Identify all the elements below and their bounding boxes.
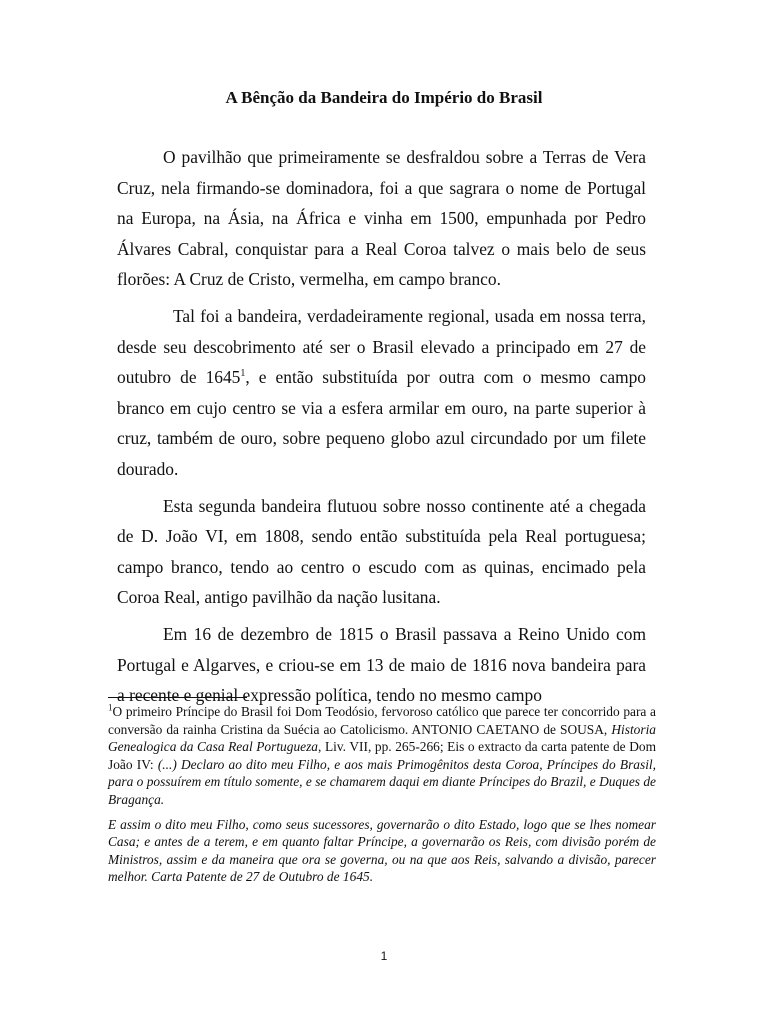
footnote-mark: 1 [108,702,113,713]
document-title: A Bênção da Bandeira do Império do Brasil [225,88,543,107]
footnote-reference: 1 [240,368,246,380]
footnotes [108,703,656,886]
paragraph-1: O pavilhão que primeiramente se desfraldou sobre a Terras de Vera Cruz, nela firmando-se dominadora, foi a que sagrara o nome de Portugal na Europa, na Ásia, na África e vinha em 1500, empunhada por Pedro Álvares Cabral, conquistar para a Real Coroa talvez o mais belo de seus florões: A Cruz de Cristo, vermelha, em campo branco. [117,147,646,290]
footnote-continuation: E assim o dito meu Filho, como seus sucessores, governarão o dito Estado, logo que se lhes nomear Casa; e antes de a terem, e em quanto faltar Príncipe, a governarão os Reis, com divisão porém de Ministros, assim e da maneira que ora se governa, ou na que aos Reis, salvando a divisão, parecer melhor. Carta Patente de 27 de Outubro de 1645. [108,816,656,885]
paragraph-2-part-2: , e então substituída por outra com o mesmo campo branco em cujo centro se via a esfera armilar em ouro, na parte superior à cruz, também de ouro, sobre pequeno globo azul circundado por um filete dourado. [117,367,647,479]
footnote-separator [108,697,247,698]
body-text [117,142,646,717]
paragraph-3: Esta segunda bandeira flutuou sobre nosso continente até a chegada de D. João VI, em 1808, sendo então substituída pela Real portuguesa; campo branco, tendo ao centro o escudo com as quinas, encimado pela Coroa Real, antigo pavilhão da nação lusitana. [117,495,646,608]
paragraph-4: Em 16 de dezembro de 1815 o Brasil passava a Reino Unido com Portugal e Algarves, e criou-se em 13 de maio de 1816 nova bandeira para a recente e genial expressão política, tendo no mesmo campo [117,623,646,706]
footnote-book-title: Historia Genealogica da Casa Real Portugueza [108,721,656,755]
paragraph-2-part-1: Tal foi a bandeira, verdadeiramente regional, usada em nossa terra, desde seu descobrimento até ser o Brasil elevado a principado em 27 de outubro de 1645 [117,305,646,388]
footnote-text-b: , Liv. VII, pp. 265-266; Eis o extracto da carta patente de Dom João IV: [108,739,656,772]
footnote-quote: (...) Declaro ao dito meu Filho, e aos mais Primogênitos desta Coroa, Príncipes do Brasil, para o possuírem em título somente, e se chamarem daqui em diante Príncipes do Brazil, e Duques de Bragança. [108,756,656,807]
footnote-text-a: O primeiro Príncipe do Brasil foi Dom Teodósio, fervoroso católico que parece ter concorrido para a conversão da rainha Cristina da Suécia ao Catolicismo. ANTONIO CAETANO de SOUSA, [108,704,656,737]
page-number: 1 [380,949,388,963]
footnote-1 [108,703,656,809]
paragraph-2 [117,301,646,485]
